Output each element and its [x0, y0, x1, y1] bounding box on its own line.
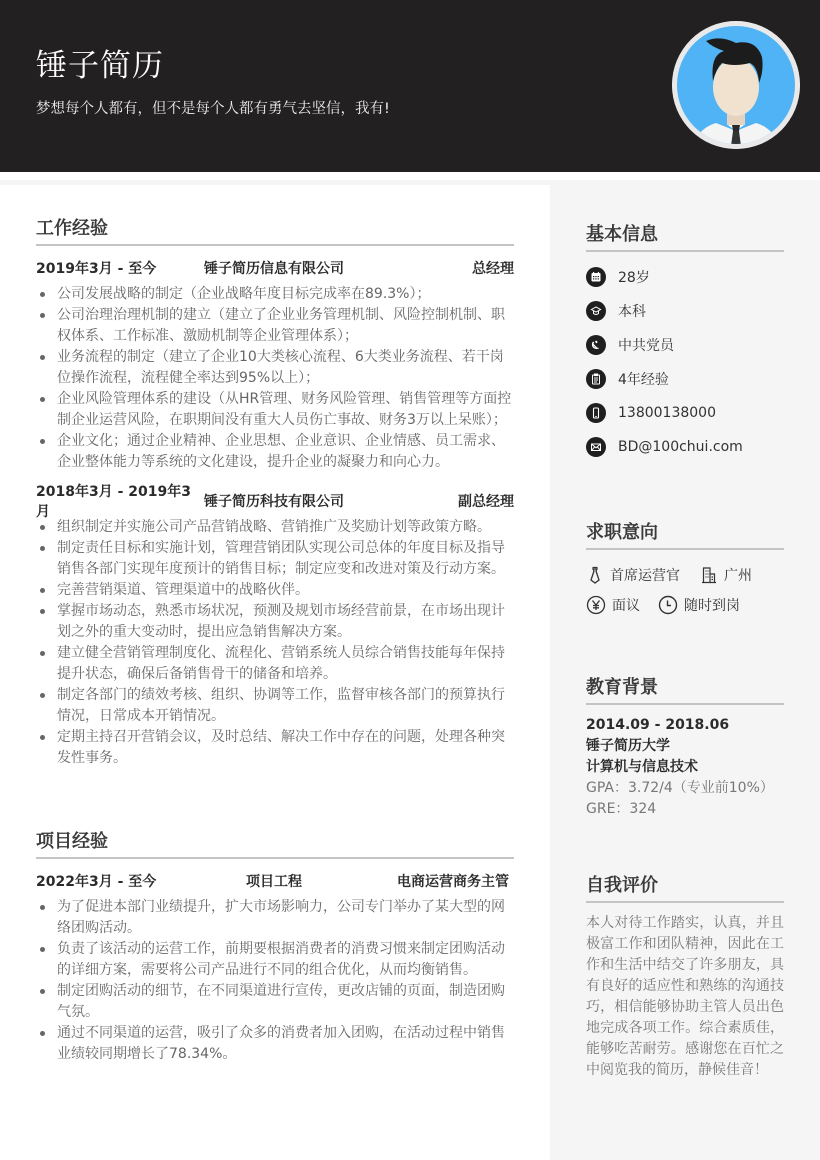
job-bullet: 定期主持召开营销会议，及时总结、解决工作中存在的问题，处理各种突发性事务。 [36, 727, 514, 769]
edu-gpa: GPA：3.72/4（专业前10%） [586, 780, 774, 796]
intent-city [700, 565, 752, 585]
job-bullet: 制定责任目标和实施计划，管理营销团队实现公司总体的年度目标及指导销售各部门实现年度预计的销售目标；制定应变和改进对策及行动方案。 [36, 538, 514, 580]
self-eval-text: 本人对待工作踏实，认真，并且极富工作和团队精神，因此在工作和生活中结交了许多朋友，具有良好的适应性和熟练的沟通技巧，相信能够协助主管人员出色地完成各项工作。综合素质佳，能够吃苦耐劳。感谢您在百忙之中阅览我的简历，静候佳音！ [586, 915, 784, 1078]
job-role: 副总经理 [458, 494, 514, 510]
project-bullet: 负责了该活动的运营工作，前期要根据消费者的消费习惯来制定团购活动的详细方案，需要将公司产品进行不同的组合优化，从而均衡销售。 [36, 939, 514, 981]
resume-header [0, 0, 820, 172]
project-date: 2022年3月 - 至今 [36, 874, 157, 890]
job-bullet: 企业风险管理体系的建设（从HR管理、财务风险管理、销售管理等方面控制企业运营风险，在职期间没有重大人员伤亡事故、财务3万以上呆账）； [36, 389, 514, 431]
phone-icon [586, 403, 606, 423]
info-political-text: 中共党员 [618, 338, 674, 354]
resume-motto: 梦想每个人都有，但不是每个人都有勇气去坚信，我有! [36, 101, 390, 117]
tie-icon [586, 566, 604, 584]
job-bullet: 完善营销渠道、管理渠道中的战略伙伴。 [36, 580, 514, 601]
edu-school: 锤子简历大学 [586, 738, 670, 754]
info-experience-text: 4年经验 [618, 372, 669, 388]
info-age-text: 28岁 [618, 270, 650, 286]
job-header [36, 484, 514, 520]
avatar-portrait-icon [672, 21, 800, 149]
intent-salary [586, 595, 640, 615]
project-role: 电商运营商务主管 [397, 874, 509, 890]
info-email-text[interactable]: BD@100chui.com [618, 439, 743, 455]
project-bullet: 为了促进本部门业绩提升，扩大市场影响力，公司专门举办了某大型的网络团购活动。 [36, 897, 514, 939]
edu-gre: GRE：324 [586, 801, 657, 817]
calendar-icon [586, 267, 606, 287]
intent-salary-text: 面议 [612, 598, 640, 614]
info-email [586, 430, 784, 464]
job-bullet: 企业文化；通过企业精神、企业思想、企业意识、企业情感、员工需求、企业整体能力等系统的文化建设，提升企业的凝聚力和向心力。 [36, 431, 514, 473]
job-bullet: 公司发展战略的制定（企业战略年度目标完成率在89.3%）； [36, 284, 514, 305]
job-role: 总经理 [472, 261, 514, 277]
intent-availability [658, 595, 740, 615]
job-bullet: 组织制定并实施公司产品营销战略、营销推广及奖励计划等政策方略。 [36, 517, 514, 538]
edu-period: 2014.09 - 2018.06 [586, 717, 730, 733]
project-bullet: 制定团购活动的细节，在不同渠道进行宣传，更改店铺的页面，制造团购气氛。 [36, 981, 514, 1023]
intent-position [586, 565, 680, 585]
job-date: 2019年3月 - 至今 [36, 261, 157, 277]
party-emblem-icon [586, 335, 606, 355]
job-bullets [36, 284, 514, 473]
info-experience [586, 362, 784, 396]
job-date: 2018年3月 - 2019年3月 [36, 484, 191, 520]
section-title-basic-info: 基本信息 [586, 220, 784, 252]
clipboard-icon [586, 369, 606, 389]
info-age [586, 260, 784, 294]
clock-icon [658, 595, 678, 615]
job-bullet: 公司治理治理机制的建立（建立了企业业务管理机制、风险控制机制、职权体系、工作标准、激励机制等企业管理体系）； [36, 305, 514, 347]
job-header [36, 258, 514, 278]
project-experience-section [36, 827, 514, 1065]
info-degree [586, 294, 784, 328]
project-bullets [36, 897, 514, 1065]
info-degree-text: 本科 [618, 304, 646, 320]
job-bullet: 掌握市场动态，熟悉市场状况，预测及规划市场经营前景，在市场出现计划之外的重大变动时，提出应急销售解决方案。 [36, 601, 514, 643]
job-bullets [36, 517, 514, 769]
mail-icon [586, 437, 606, 457]
info-political [586, 328, 784, 362]
education-section [586, 673, 784, 820]
intent-availability-text: 随时到岗 [684, 598, 740, 614]
job-intent-section [586, 518, 784, 620]
intent-city-text: 广州 [724, 568, 752, 584]
work-experience-section [36, 214, 514, 769]
intent-row-1 [586, 560, 784, 590]
basic-info-section [586, 220, 784, 464]
info-phone [586, 396, 784, 430]
project-bullet: 通过不同渠道的运营，吸引了众多的消费者加入团购，在活动过程中销售业绩较同期增长了78.34%。 [36, 1023, 514, 1065]
section-title-self-eval: 自我评价 [586, 871, 784, 903]
job-company: 锤子简历信息有限公司 [204, 261, 344, 277]
resume-name: 锤子简历 [36, 48, 164, 84]
self-evaluation-section [586, 871, 784, 1081]
job-company: 锤子简历科技有限公司 [204, 494, 344, 510]
building-icon [700, 566, 718, 584]
job-bullet: 建立健全营销管理制度化、流程化、营销系统人员综合销售技能每年保持提升状态，确保后备销售骨干的储备和培养。 [36, 643, 514, 685]
section-title-work: 工作经验 [36, 214, 514, 246]
intent-position-text: 首席运营官 [610, 568, 680, 584]
section-title-job-intent: 求职意向 [586, 518, 784, 550]
graduation-cap-icon [586, 301, 606, 321]
intent-row-2 [586, 590, 784, 620]
job-bullet: 制定各部门的绩效考核、组织、协调等工作，监督审核各部门的预算执行情况，日常成本开销情况。 [36, 685, 514, 727]
section-title-projects: 项目经验 [36, 827, 514, 859]
project-name: 项目工程 [246, 874, 302, 890]
avatar [672, 21, 800, 149]
info-phone-text[interactable]: 13800138000 [618, 405, 716, 421]
edu-major: 计算机与信息技术 [586, 759, 698, 775]
job-bullet: 业务流程的制定（建立了企业10大类核心流程、6大类业务流程、若干岗位操作流程，流程健全率达到95%以上）； [36, 347, 514, 389]
section-title-education: 教育背景 [586, 673, 784, 705]
yen-circle-icon [586, 595, 606, 615]
project-header [36, 871, 514, 891]
